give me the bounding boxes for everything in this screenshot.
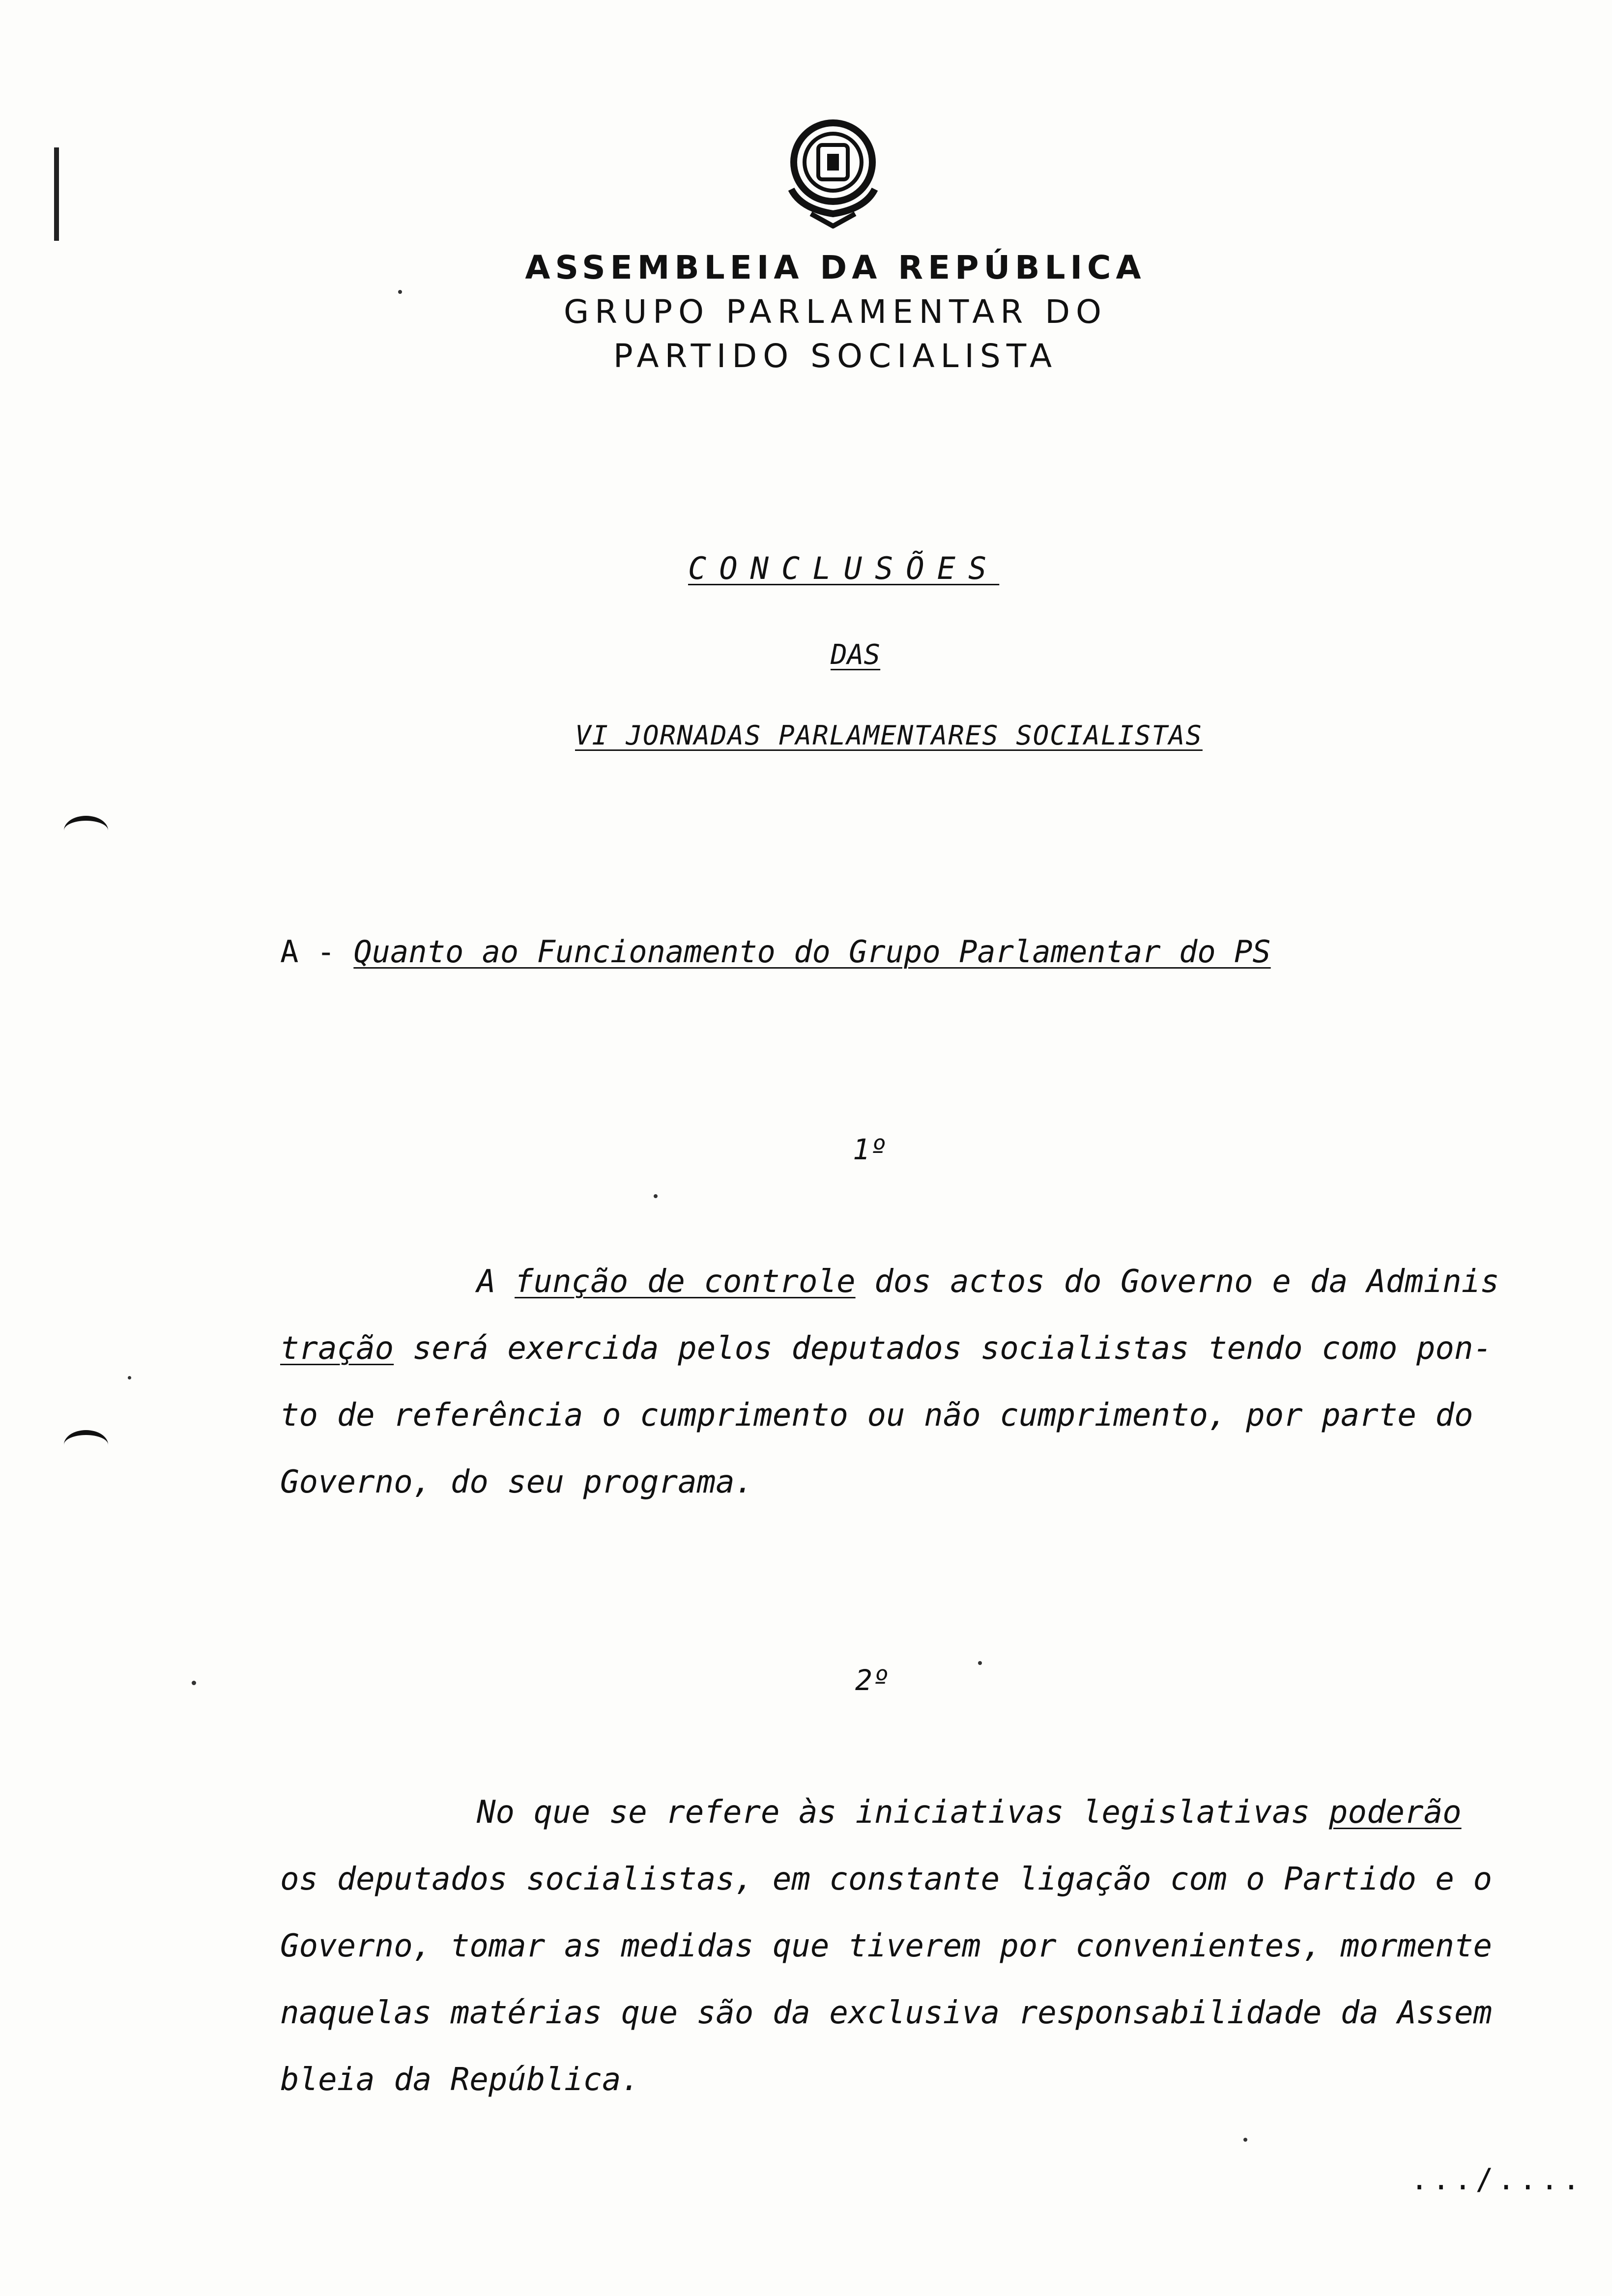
scan-speck: [1243, 2138, 1247, 2142]
continuation-mark: .../....: [1410, 2162, 1584, 2197]
binder-hole-mark: [64, 1430, 108, 1460]
item-number-2: 2º: [855, 1664, 890, 1697]
paragraph-line: [280, 1315, 1553, 1382]
paragraph-2: [280, 1779, 1553, 2113]
item-number-1: 1º: [853, 1133, 887, 1166]
scan-speck: [398, 290, 402, 294]
scan-speck: [978, 1661, 982, 1665]
scan-speck: [128, 1376, 131, 1379]
paragraph-line: to de referência o cumprimento ou não cumprimento, por parte do: [280, 1397, 1473, 1434]
letterhead: [491, 246, 1180, 378]
line-text: será exercida pelos deputados socialistas tendo como pon-: [394, 1330, 1492, 1367]
line-text: dos actos do Governo e da Adminis: [855, 1263, 1499, 1300]
document-title: CONCLUSÕES: [688, 550, 1000, 586]
paragraph-line: naquelas matérias que são da exclusiva responsabilidade da Assem: [280, 1995, 1492, 2031]
paragraph-line: Governo, tomar as medidas que tiverem por convenientes, mormente: [280, 1928, 1492, 1964]
paragraph-line: [280, 1248, 1553, 1315]
section-a-heading: [280, 934, 1271, 970]
document-title-das: DAS: [831, 639, 881, 671]
binder-hole-mark: [64, 816, 108, 845]
section-a-prefix: A -: [280, 934, 354, 970]
underlined-text: poderão: [1328, 1794, 1462, 1831]
paragraph-line: Governo, do seu programa.: [280, 1464, 754, 1500]
scan-speck: [192, 1681, 196, 1685]
binder-mark: [54, 147, 59, 241]
coat-of-arms-icon: [781, 115, 885, 229]
letterhead-line-1: ASSEMBLEIA DA REPÚBLICA: [525, 249, 1146, 287]
line-text: A: [477, 1263, 515, 1300]
letterhead-line-3: PARTIDO SOCIALISTA: [613, 337, 1058, 375]
section-a-title: Quanto ao Funcionamento do Grupo Parlamentar do PS: [353, 934, 1271, 970]
letterhead-line-2: GRUPO PARLAMENTAR DO: [563, 293, 1108, 331]
paragraph-line: bleia da República.: [280, 2062, 640, 2098]
underlined-text: função de controle: [515, 1263, 856, 1300]
line-text: No que se refere às iniciativas legislativas: [477, 1794, 1329, 1831]
paragraph-line: [280, 1779, 1553, 1846]
document-subtitle: VI JORNADAS PARLAMENTARES SOCIALISTAS: [575, 720, 1203, 751]
scan-speck: [654, 1194, 658, 1198]
underlined-text: tração: [280, 1330, 394, 1367]
paragraph-line: os deputados socialistas, em constante ligação com o Partido e o: [280, 1861, 1492, 1897]
paragraph-1: [280, 1248, 1553, 1516]
